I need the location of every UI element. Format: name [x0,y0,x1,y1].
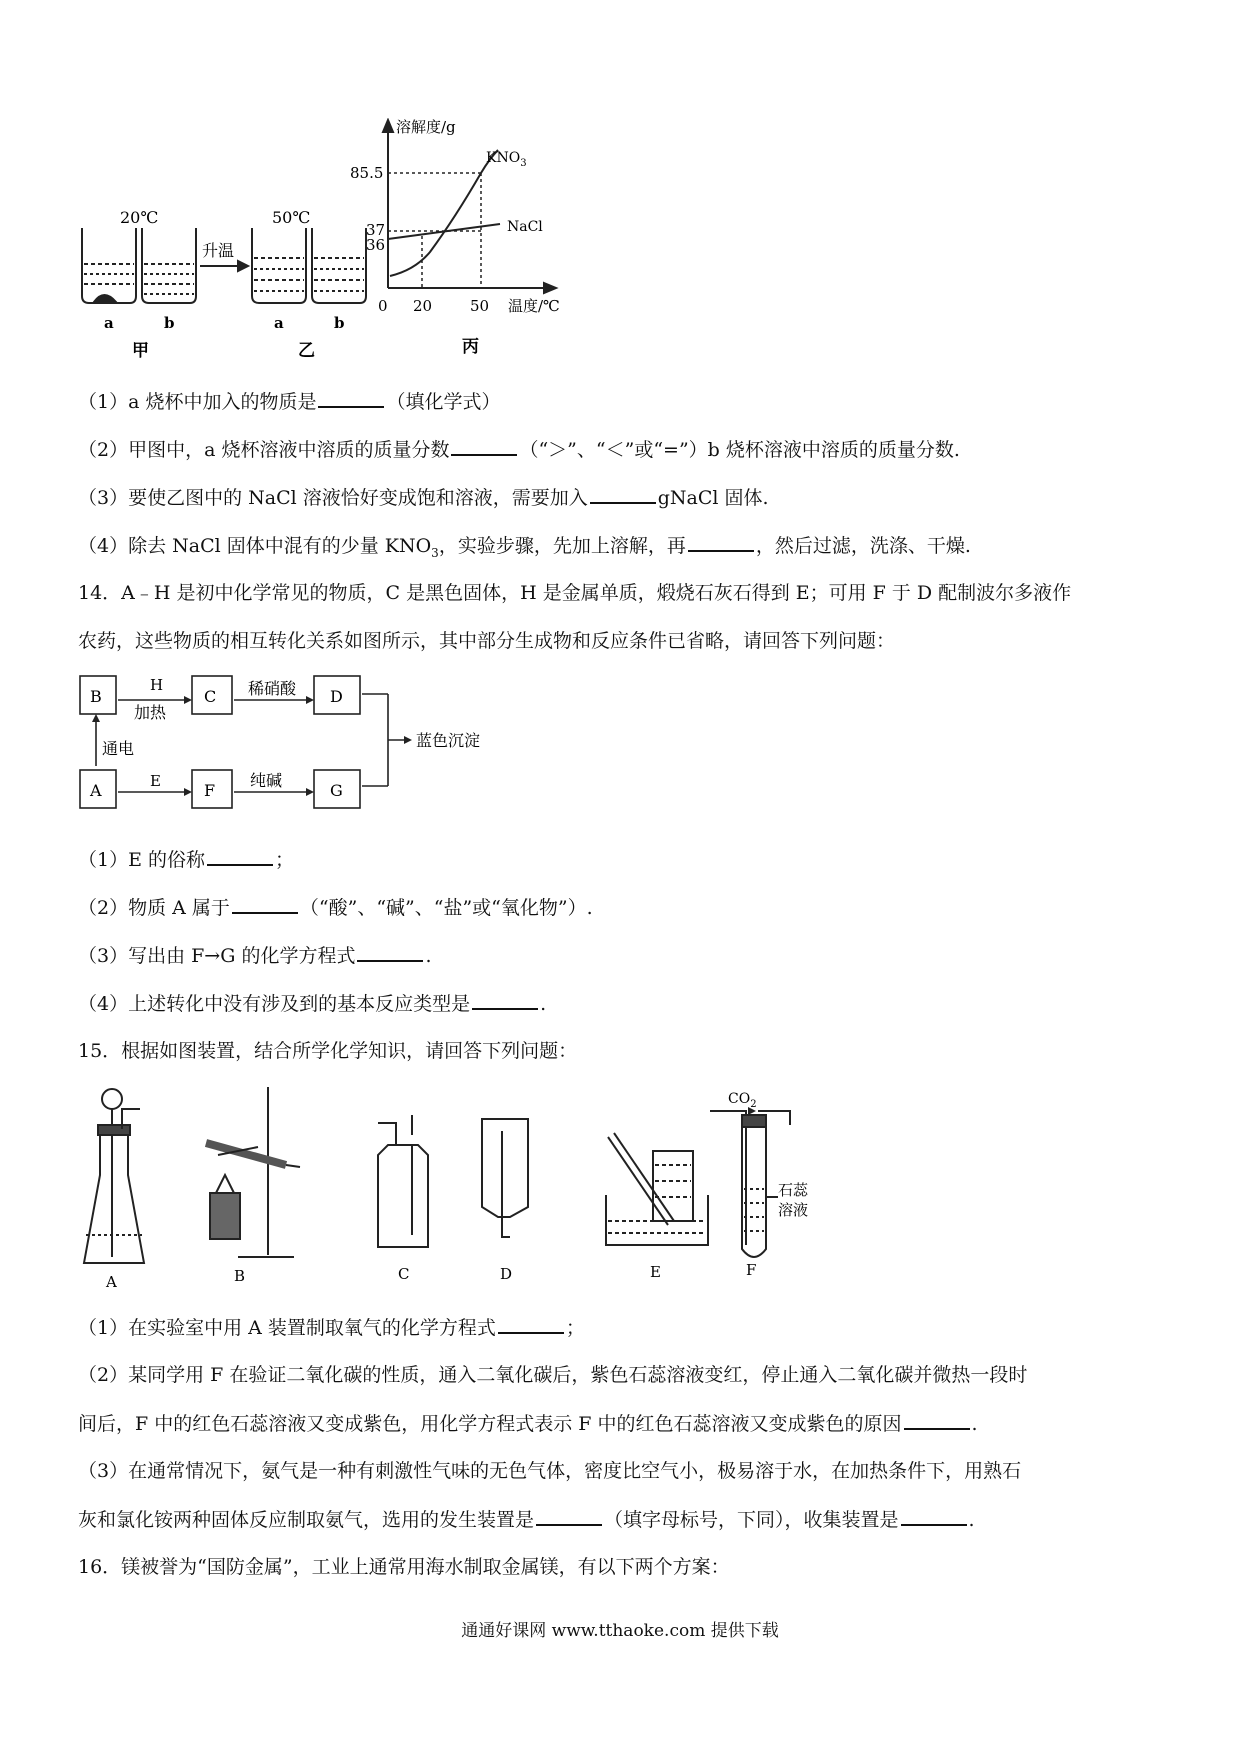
label-yi-b: b [334,314,345,332]
label-G: G [330,781,343,800]
solubility-axes [383,120,556,293]
answer-blank[interactable] [232,894,298,914]
q13-4-tail: ，然后过滤，洗涤、干燥. [755,535,971,557]
q13-2-text: （2）甲图中，a 烧杯溶液中溶质的质量分数 [78,439,450,461]
label-20c: 20℃ [120,208,159,227]
answer-blank[interactable] [207,846,273,866]
apparatus-E [606,1133,708,1245]
label-A: A [90,781,102,800]
tick-0: 0 [378,297,388,315]
label-co2: $CO_2$ [728,1091,757,1110]
q14-item-1 [78,846,294,873]
q13-item-2 [78,436,960,463]
label-H: H [150,676,164,694]
q15-3-mid: （填字母标号，下同），收集装置是 [604,1509,899,1531]
answer-blank[interactable] [318,388,384,408]
q14-2-tail: （“酸”、“碱”、“盐”或“氧化物”）. [299,897,593,919]
apparatus-D [482,1119,528,1237]
label-50c: 50℃ [272,208,311,227]
q15-2-text: 间后，F 中的红色石蕊溶液又变成紫色，用化学方程式表示 F 中的红色石蕊溶液又变成紫色的原因 [78,1413,902,1435]
q14-item-2 [78,894,593,921]
label-litmus2: 溶液 [778,1201,809,1219]
answer-blank[interactable] [498,1314,564,1334]
q13-1-text: （1）a 烧杯中加入的物质是 [78,391,317,413]
apparatus-figure [78,1085,898,1295]
label-heat: 升温 [202,241,235,260]
label-jia: 甲 [132,341,149,361]
beaker-jia-b [142,228,196,303]
beaker-yi-b [312,228,366,303]
q15-3-text: 灰和氯化铵两种固体反应制取氨气，选用的发生装置是 [78,1509,535,1531]
q13-3-tail: gNaCl 固体. [657,487,769,509]
label-bing: 丙 [462,337,479,357]
q13-3-text: （3）要使乙图中的 NaCl 溶液恰好变成饱和溶液，需要加入 [78,487,588,509]
tick-37: 37 [366,221,386,239]
q15-1-text: （1）在实验室中用 A 装置制取氧气的化学方程式 [78,1317,496,1339]
label-B: B [90,687,102,706]
label-heat: 加热 [134,703,167,722]
kno3-curve [390,150,498,276]
apparatus-C [378,1115,428,1247]
q16-intro: 16．镁被誉为“国防金属”，工业上通常用海水制取金属镁，有以下两个方案： [78,1556,730,1578]
q15-1-tail: ； [565,1317,585,1339]
answer-blank[interactable] [357,942,423,962]
label-jia-a: a [104,314,114,332]
answer-blank[interactable] [472,990,538,1010]
label-E: E [150,772,161,790]
beaker-jia-a [82,228,136,303]
q13-4-sub: 3 [431,545,439,560]
label-elec: 通电 [102,739,135,758]
q14-item-3 [78,942,432,969]
q13-4-text: （4）除去 NaCl 固体中混有的少量 KNO [78,535,432,557]
q13-item-3 [78,484,769,511]
answer-blank[interactable] [901,1506,967,1526]
guide-lines [388,173,481,288]
q14-3-tail: . [425,945,432,967]
answer-blank[interactable] [590,484,656,504]
q13-item-1 [78,388,500,415]
tick-36: 36 [366,236,386,254]
q13-item-4 [78,532,971,566]
tick-50: 50 [470,297,490,315]
q13-4-mid: ，实验步骤，先加上溶解，再 [438,535,686,557]
label-kno3: $KNO_3$ [486,150,527,169]
apparatus-B [206,1087,300,1257]
label-jia-b: b [164,314,175,332]
label-yi-a: a [274,314,284,332]
label-B: B [234,1267,246,1285]
label-yi: 乙 [298,341,315,361]
heating-arrow [200,261,248,271]
q14-1-text: （1）E 的俗称 [78,849,205,871]
label-soda: 纯碱 [250,771,283,790]
label-ylabel: 溶解度/g [396,118,456,136]
label-F: F [204,781,216,800]
q15-item-3-line2 [78,1506,975,1533]
q15-2-tail: . [971,1413,978,1435]
q14-4-text: （4）上述转化中没有涉及到的基本反应类型是 [78,993,471,1015]
answer-blank[interactable] [536,1506,602,1526]
label-precip: 蓝色沉淀 [416,731,481,750]
label-litmus1: 石蕊 [778,1181,809,1199]
q15-item-3-line1: （3）在通常情况下，氨气是一种有刺激性气味的无色气体，密度比空气小，极易溶于水，在加热条件下，用熟石 [78,1460,1022,1482]
q15-item-2-line2 [78,1410,978,1437]
solubility-figure [70,118,670,368]
label-F: F [746,1261,757,1279]
q14-intro-line2: 农药，这些物质的相互转化关系如图所示，其中部分生成物和反应条件已省略，请回答下列问题： [78,630,896,652]
label-C: C [204,687,217,706]
q15-intro: 15．根据如图装置，结合所学化学知识，请回答下列问题： [78,1040,578,1062]
label-xlabel: 温度/℃ [508,297,560,315]
q14-1-tail: ； [275,849,295,871]
answer-blank[interactable] [451,436,517,456]
q14-4-tail: . [540,993,547,1015]
q15-3-tail: . [968,1509,975,1531]
q14-2-text: （2）物质 A 属于 [78,897,230,919]
label-D: D [330,687,343,706]
answer-blank[interactable] [688,532,754,552]
label-acid: 稀硝酸 [248,679,297,698]
tick-855: 85.5 [350,164,384,182]
tick-20: 20 [413,297,433,315]
label-A: A [106,1273,117,1291]
q14-intro-line1: 14．A﹣H 是初中化学常见的物质，C 是黑色固体，H 是金属单质，煅烧石灰石得到 E；可用 F 于 D 配制波尔多液作 [78,582,1072,604]
beaker-yi-a [252,228,306,303]
label-nacl: NaCl [507,219,543,235]
page-footer: 通通好课网 www.tthaoke.com 提供下载 [461,1621,779,1641]
nacl-curve [388,224,500,239]
q13-1-tail: （填化学式） [386,391,501,413]
q14-item-4 [78,990,546,1017]
label-C: C [398,1265,410,1283]
answer-blank[interactable] [904,1410,970,1430]
q15-item-1 [78,1314,585,1341]
q14-3-text: （3）写出由 F→G 的化学方程式 [78,945,356,967]
label-E: E [650,1263,661,1281]
conversion-diagram [78,670,538,820]
label-D: D [500,1265,513,1283]
apparatus-A [84,1089,144,1263]
q15-item-2-line1: （2）某同学用 F 在验证二氧化碳的性质，通入二氧化碳后，紫色石蕊溶液变红，停止通入二氧化碳并微热一段时 [78,1364,1028,1386]
q13-2-tail: （“＞”、“＜”或“=”）b 烧杯溶液中溶质的质量分数. [519,439,960,461]
